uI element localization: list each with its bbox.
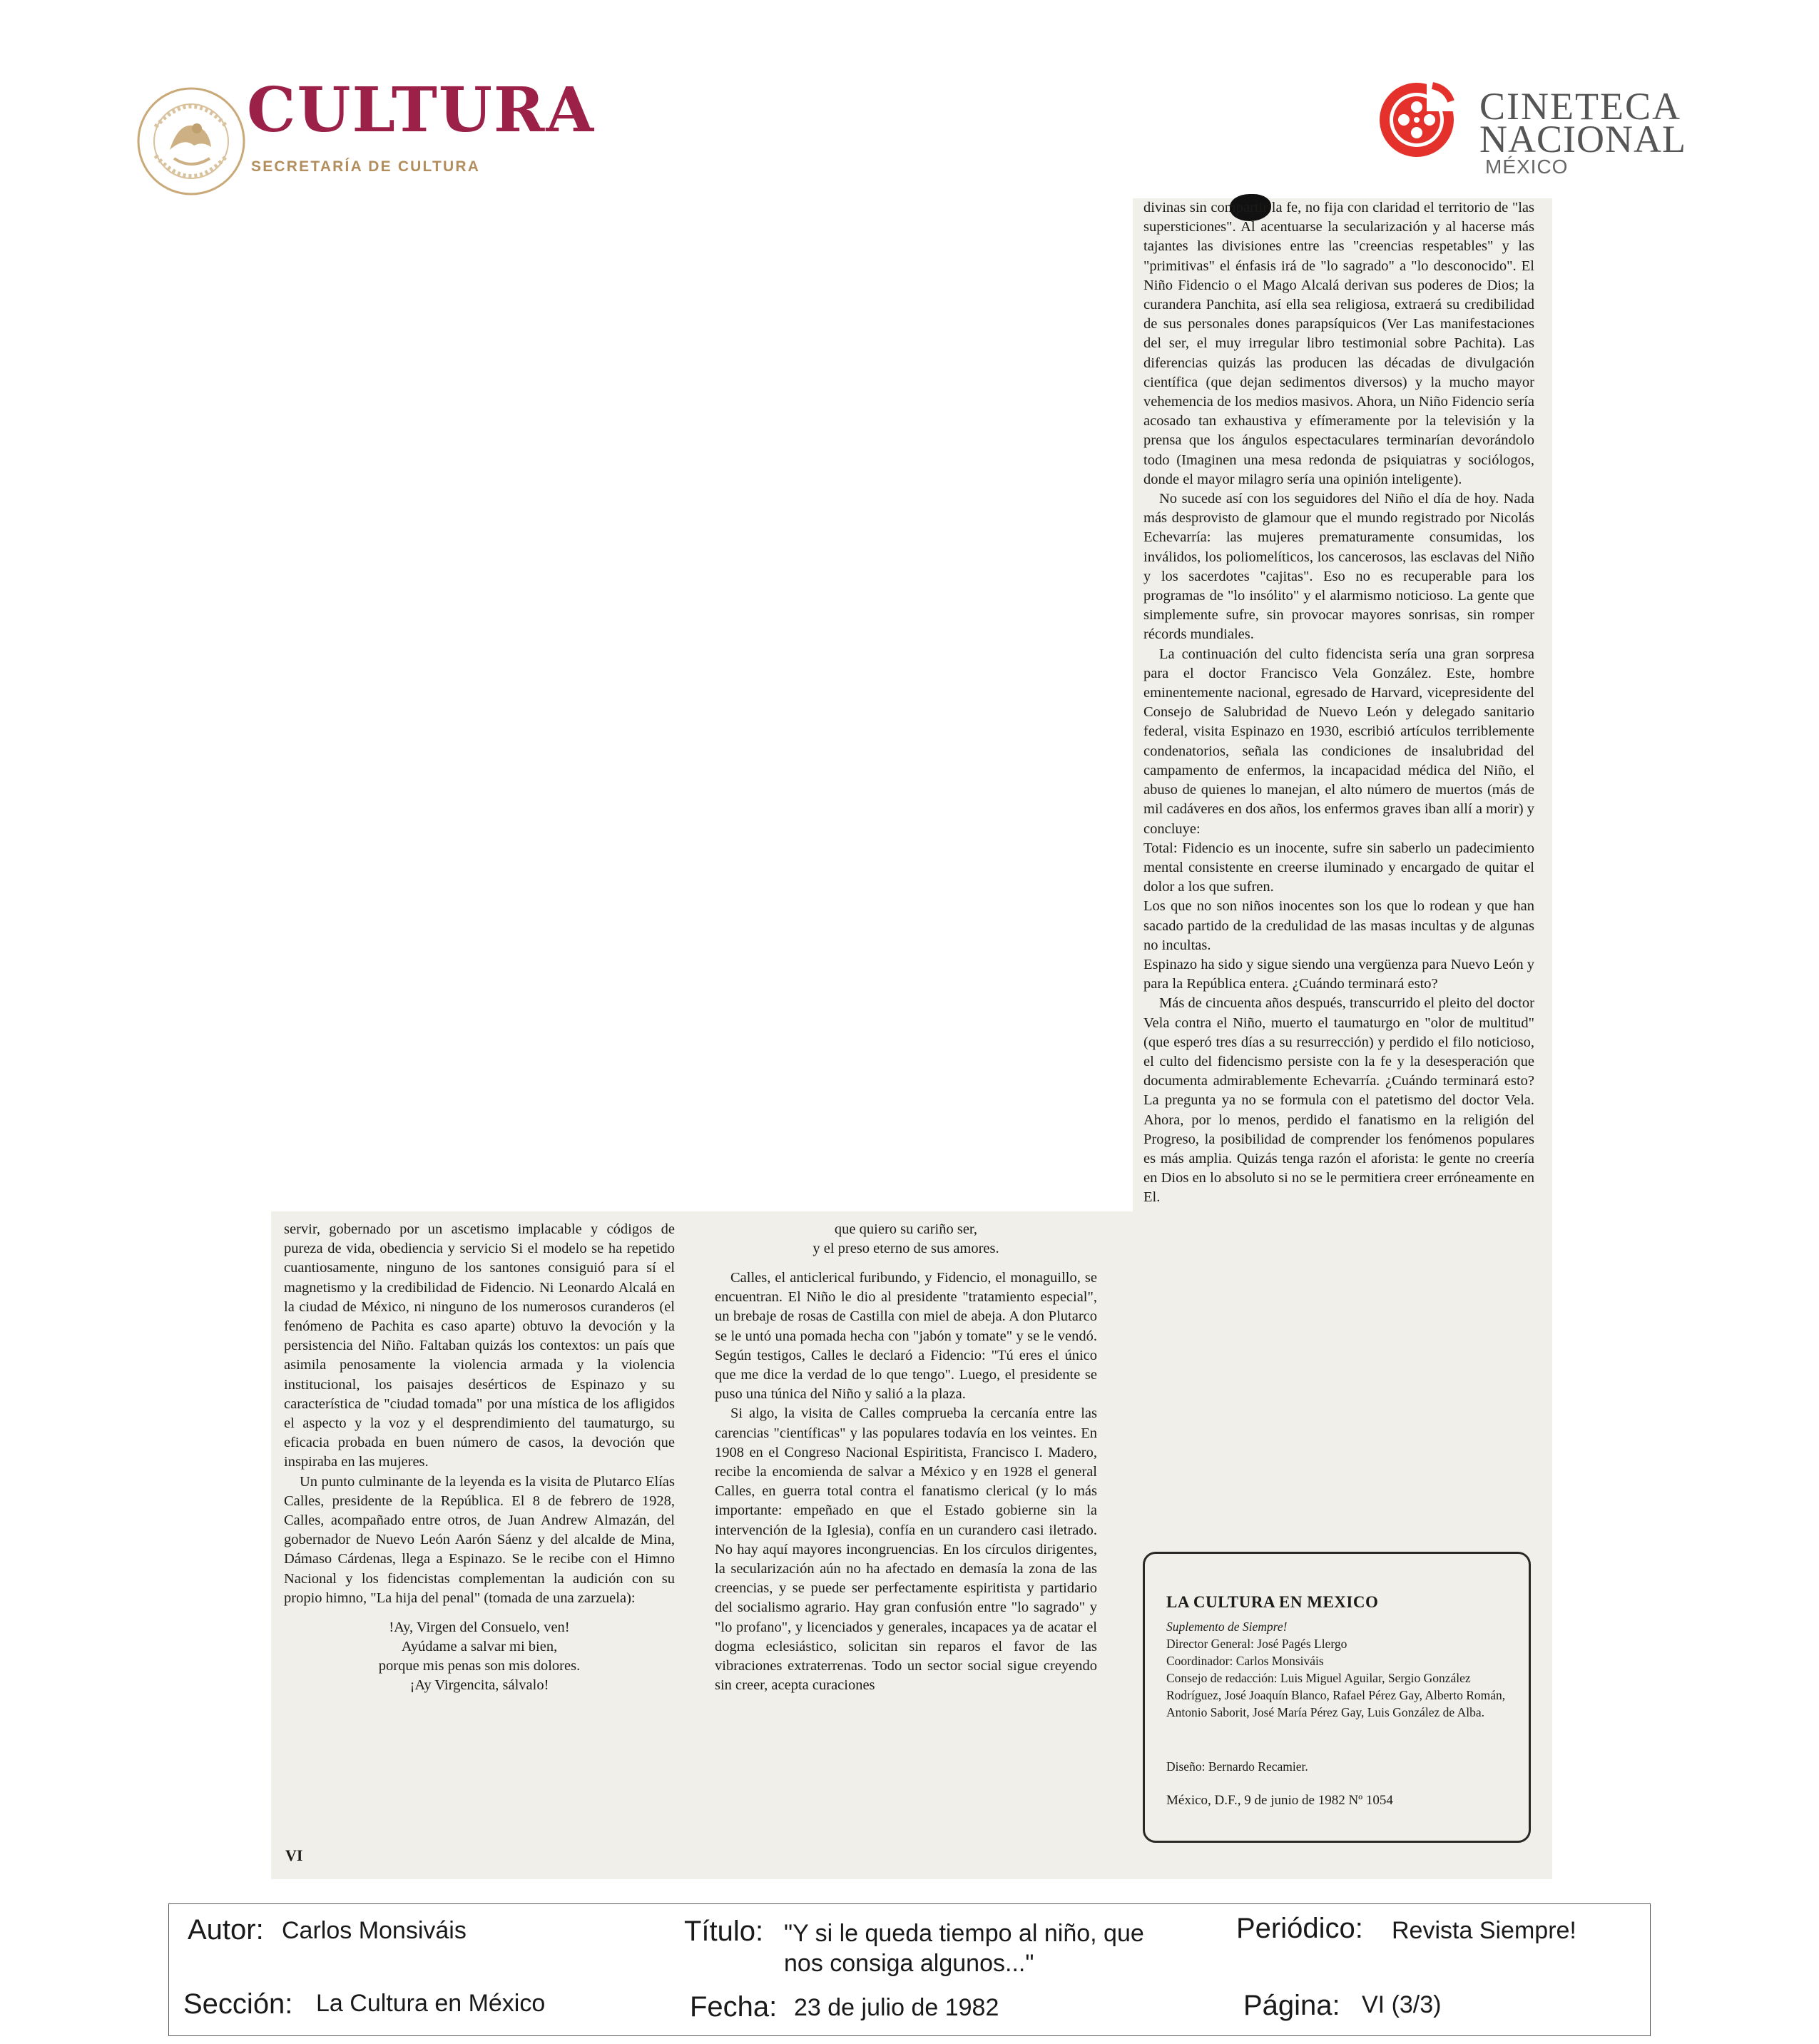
- paragraph: Si algo, la visita de Calles comprueba la cercanía entre las carencias "científicas" y las populares todavía en los veintes. En 1908 en el Congreso Nacional Espiritista, Francisco I. Madero, recibe la encomienda de salvar a México y en 1928 el general Calles, en guerra total contra el fanatismo clerical (y lo más importante: empeñado en que el Estado gobierne sin la intervención de la Iglesia), confía en un curandero casi iletrado. No hay aquí mayores incongruencias. En los círculos dirigentes, la secularización aún no ha afectado en demasía la zona de las creencias, y se puede ser perfectamente espiritista y partidario del socialismo agrario. Hay gran confusión entre "lo sagrado" y "lo profano", y licenciados y generales, incapaces ya de acatar el dogma eclesiástico, solicitan sin reparos el favor de las vibraciones extraterrenas. Todo un sector social sigue creyendo sin creer, acepta curaciones: [715, 1405, 1097, 1694]
- page-number: VI: [285, 1846, 303, 1864]
- masthead-line: Suplemento de Siempre!: [1166, 1620, 1288, 1634]
- masthead-line: Director General: José Pagés Llergo: [1166, 1637, 1347, 1651]
- quotation: Los que no son niños inocentes son los que lo rodean y que han sacado partido de la credulidad de las masas incultas y de algunas no incultas.: [1143, 898, 1534, 953]
- masthead-line: Coordinador: Carlos Monsiváis: [1166, 1654, 1324, 1668]
- article-column-2: [715, 1220, 1097, 1695]
- seccion-label: Sección:: [183, 1988, 293, 2020]
- titulo-value-line2: nos consiga algunos...": [784, 1950, 1034, 1977]
- masthead-title: LA CULTURA EN MEXICO: [1166, 1593, 1379, 1611]
- masthead-line: Diseño: Bernardo Recamier.: [1166, 1759, 1308, 1774]
- metadata-box: [168, 1903, 1651, 2036]
- periodico-label: Periódico:: [1236, 1913, 1363, 1944]
- paragraph: servir, gobernado por un ascetismo implacable y códigos de pureza de vida, obediencia y servicio Si el modelo se ha repetido cuantiosamente, ninguno de los santones consiguió para sí el magnetismo y la credibilidad de Fidencio. Ni Leonardo Alcalá en la ciudad de México, ni ninguno de los numerosos curanderos (el fenómeno de Pachita es caso aparte) obtuvo la devoción y la persistencia del Niño. Faltaban quizás los contextos: un país que asimila penosamente la violencia armada y la violencia institucional, los paisajes desérticos de Espinazo y su característica de "ciudad tomada" por una mística de los afligidos el aspecto y la voz y el desprendimiento del taumaturgo, su eficacia probada en buen número de casos, la devoción que inspiraba en las mujeres.: [284, 1221, 675, 1470]
- article-column-3: [1143, 198, 1534, 1208]
- autor-value: Carlos Monsiváis: [282, 1917, 467, 1944]
- masthead-box: [1143, 1552, 1531, 1843]
- paragraph: Un punto culminante de la leyenda es la visita de Plutarco Elías Calles, presidente de la República. El 8 de febrero de 1928, Calles, acompañado entre otros, de Juan Andrew Almazán, del gobernador de Nuevo León Aarón Sáenz y del alcalde de Mina, Dámaso Cárdenas, llega a Espinazo. Se le recibe con el Himno Nacional y los fidencistas complementan la audición con su propio himno, "La hija del penal" (tomada de una zarzuela):: [284, 1473, 675, 1606]
- cineteca-logo-line1: CINETECA: [1479, 85, 1681, 128]
- cultura-logo-subtitle: SECRETARÍA DE CULTURA: [251, 158, 481, 175]
- paragraph: Más de cincuenta años después, transcurrido el pleito del doctor Vela contra el Niño, muerto el taumaturgo en "olor de multitud"(que esperó tres días a su resurrección) y perdido el filo noticioso, el culto del fidencismo persiste con la fe y la desesperación que documenta admirablemente Echevarría. ¿Cuándo terminará esto? La pregunta ya no se formula con el patetismo del doctor Vela. Ahora, por lo menos, perdido el fanatismo en la religión del Progreso, la posibilidad de comprender los fenómenos populares es más amplia. Quizás tenga razón el aforista: le gente no creería en Dios en lo absoluto si no se le permitiera creer erróneamente en El.: [1143, 995, 1534, 1206]
- paragraph: divinas sin compartir la fe, no fija con claridad el territorio de "las supersticiones". Al acentuarse la secularización y al hacerse más tajantes las divisiones entre las "creencias respetables" y las "primitivas" el énfasis irá de "lo sagrado" a "lo desconocido". El Niño Fidencio o el Mago Alcalá derivan sus poderes de Dios; la curandera Panchita, así ella sea religiosa, extraerá su credibilidad de sus personales dones parapsíquicos (Ver Las manifestaciones del ser, el muy irregular libro testimonial sobre Pachita). Las diferencias quizás las producen las décadas de divulgación científica (que dejan sedimentos diversos) y la mucho mayor vehemencia de los medios masivos. Ahora, un Niño Fidencio sería acosado tan exhaustiva y efímeramente por la televisión y la prensa que los ángulos espectaculares terminarían devorándolo todo (Imaginen una mesa redonda de psiquiatras y sociólogos, donde el mayor milagro sería una opinión inteligente).: [1143, 200, 1534, 487]
- paragraph: Calles, el anticlerical furibundo, y Fidencio, el monaguillo, se encuentran. El Niño le dio al presidente "tratamiento especial", un brebaje de rosas de Castilla con miel de abeja. A don Plutarco se le untó una pomada hecha con "jabón y tomate" y se le vendó. Según testigos, Calles le declaró a Fidencio: "Tú eres el único que me dice la verdad de lo que tengo". Luego, el presidente se puso una túnica del Niño y salió a la plaza.: [715, 1270, 1097, 1403]
- titulo-value-line1: "Y si le queda tiempo al niño, que: [784, 1920, 1144, 1947]
- autor-label: Autor:: [188, 1914, 264, 1946]
- pagina-value: VI (3/3): [1362, 1991, 1442, 2018]
- titulo-label: Título:: [684, 1916, 764, 1947]
- periodico-value: Revista Siempre!: [1392, 1917, 1576, 1944]
- film-reel-icon: [1377, 80, 1457, 160]
- fecha-value: 23 de julio de 1982: [794, 1994, 999, 2021]
- cultura-logo-text: CULTURA: [247, 74, 596, 146]
- paragraph: La continuación del culto fidencista sería una gran sorpresa para el doctor Francisco Vela González. Este, hombre eminentemente nacional, egresado de Harvard, vicepresidente del Consejo de Salubridad de Nuevo León y delegado sanitario federal, visita Espinazo en 1930, escribió artículos terriblemente condenatorios, señala las condiciones de insalubridad del campamento de enfermos, la incapacidad médica del Niño, el abuso de quienes lo manejan, el alto número de muertos (más de mil cadáveres en dos años, los enfermos graves iban allí a morir) y concluye:: [1143, 646, 1534, 837]
- cineteca-logo-line3: MÉXICO: [1485, 156, 1569, 178]
- seccion-value: La Cultura en México: [316, 1990, 546, 2017]
- pagina-label: Página:: [1243, 1990, 1340, 2021]
- verse-line: !Ay, Virgen del Consuelo, ven!: [389, 1620, 570, 1636]
- masthead-line: Consejo de redacción: Luis Miguel Aguilar, Sergio González Rodríguez, José Joaquín Blanco, Rafael Pérez Gay, Alberto Román, Antonio Saborit, José María Pérez Gay, Luis González de Alba.: [1166, 1671, 1506, 1719]
- quotation: Total: Fidencio es un inocente, sufre sin saberlo un padecimiento mental consistente en creerse iluminado y encargado de quitar el dolor a los que sufren.: [1143, 840, 1534, 895]
- verse-line: y el preso eterno de sus amores.: [812, 1241, 999, 1256]
- verse-line: que quiero su cariño ser,: [834, 1221, 978, 1237]
- article-column-1: [284, 1220, 675, 1695]
- paragraph: No sucede así con los seguidores del Niño el día de hoy. Nada más desprovisto de glamour que el mundo registrado por Nicolás Echevarría: las mujeres prematuramente consumidas, los inválidos, los poliomelíticos, los cancerosos, las esclavas del Niño y los sacerdotes "cajitas". Eso no es recuperable para los programas de "lo insólito" y el alarmismo noticioso. La gente que simplemente sufre, sin provocar mayores sonrisas, sin romper récords mundiales.: [1143, 491, 1534, 643]
- verse-line: ¡Ay Virgencita, sálvalo!: [409, 1677, 549, 1694]
- quotation: Espinazo ha sido y sigue siendo una vergüenza para Nuevo León y para la República entera. ¿Cuándo terminará esto?: [1143, 956, 1534, 992]
- cineteca-logo-line2: NACIONAL: [1479, 118, 1686, 161]
- masthead-date: México, D.F., 9 de junio de 1982 Nº 1054: [1166, 1793, 1393, 1808]
- fecha-label: Fecha:: [690, 1991, 778, 2023]
- hymn-verse: [284, 1618, 675, 1695]
- mexican-seal-logo: [134, 84, 248, 198]
- verse-line: porque mis penas son mis dolores.: [378, 1658, 581, 1674]
- hymn-verse-continued: [715, 1220, 1097, 1259]
- verse-line: Ayúdame a salvar mi bien,: [401, 1639, 558, 1655]
